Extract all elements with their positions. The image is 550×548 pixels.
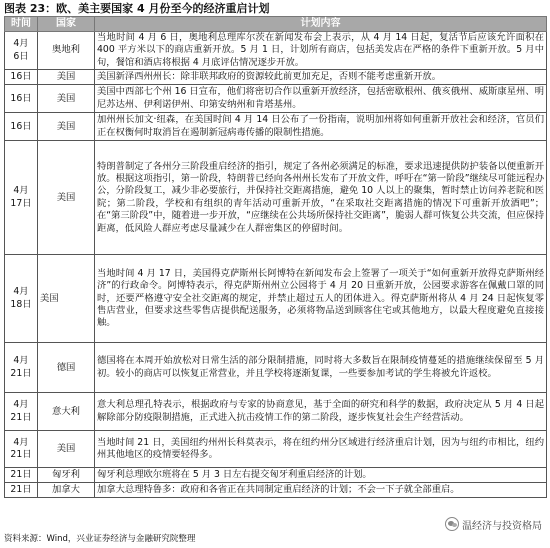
row-content: 当地时间 4 月 17 日，美国得克萨斯州长阿博特在新闻发布会上签署了一项关于“如何重新开放得克萨斯州经济”的行政命令。阿博特表示，得克萨斯州州立公园将于 4 月 20 日重新开放，公园要求游客在佩戴口罩的同时，还要严格遵守安全社交距离的规定，并禁止超过五人的团体进入。得克萨斯州将从 4 月 24 日起恢复零售店营业，但要求这些零售店提供配送服务，必须将物品送到顾客住宅或其他地方，以最大程度避免直接接触。: [95, 255, 547, 343]
row-date: 21日: [5, 483, 38, 498]
row-date: 4月 21日: [5, 393, 38, 431]
source-note: 资料来源：Wind，兴业证券经济与金融研究院整理: [4, 534, 196, 544]
row-country: 德国: [38, 343, 95, 393]
row-country: 美国: [38, 113, 95, 141]
table-row: [5, 255, 547, 343]
row-date: 4月 6日: [5, 32, 38, 70]
row-content: 意大利总理孔特表示，根据政府与专家的协商意见，基于全面的研究和科学的数据，政府决定从 5 月 4 日起解除部分防疫限制措施，正式进入抗击疫情工作的第二阶段，逐步恢复社会生产经营活动。: [95, 393, 547, 431]
wechat-watermark: [443, 516, 544, 532]
table-row: [5, 70, 547, 85]
row-content: 加拿大总理特鲁多：政府和各省正在共同制定重启经济的计划；不会一下子就全部重启。: [95, 483, 547, 498]
row-content: 美国中西部七个州 16 日宣布，他们将密切合作以重新开放经济，包括密歇根州、俄亥俄州、威斯康星州、明尼苏达州、伊利诺伊州、印第安纳州和肯塔基州。: [95, 85, 547, 113]
row-date: 16日: [5, 85, 38, 113]
row-country: 美国: [38, 141, 95, 255]
row-date: 4月 21日: [5, 431, 38, 468]
table-row: [5, 85, 547, 113]
table-row: [5, 113, 547, 141]
row-date: 21日: [5, 468, 38, 483]
row-date: 4月 18日: [5, 255, 38, 343]
row-country: 美国: [38, 431, 95, 468]
economic-restart-table: [4, 16, 547, 498]
row-date: 16日: [5, 113, 38, 141]
row-country: 美国: [38, 255, 95, 343]
table-header-row: [5, 17, 547, 32]
row-content: 加州州长加文·纽森，在美国时间 4 月 14 日公布了一份指南，说明加州将如何重新开放社会和经济，官员们正在权衡何时取消旨在遏制新冠病毒传播的限制性措施。: [95, 113, 547, 141]
row-content: 当地时间 21 日，美国纽约州州长科莫表示，将在纽约州分区域进行经济重启计划，因为与纽约市相比，纽约州其他地区的疫情要轻得多。: [95, 431, 547, 468]
row-content: 美国新泽西州州长：除非联邦政府的资源较此前更加充足，否则不能考虑重新开放。: [95, 70, 547, 85]
table-row: [5, 468, 547, 483]
row-content: 德国将在本周开始放松对日常生活的部分限制措施，同时将大多数旨在限制疫情蔓延的措施继续保留至 5 月初。较小的商店可以恢复正常营业，并且学校将逐渐复课，一些要参加考试的学生将被允许返校。: [95, 343, 547, 393]
row-content: 特朗普制定了各州分三阶段重启经济的指引，规定了各州必须满足的标准，要求迅速提供防护装备以便重新开放。根据这项指引，第一阶段，特朗普已经向各州州长发布了开放文件，呼吁在“第一阶段”继续尽可能远程办公，分阶段复工，减少非必要旅行，并保持社交距离措施，避免 10 人以上的聚集，暂时禁止访问养老院和医院；第二阶段，学校和有组织的青年活动可重新开放，“在采取社交距离措施的情况下可重新开放酒吧”；在“第三阶段”中，随着进一步开放，“应继续在公共场所保持社交距离”，脆弱人群可恢复公共交流，但应保持距离，低风险人群应考虑尽量减少在人群密集区的停留时间。: [95, 141, 547, 255]
row-country: 加拿大: [38, 483, 95, 498]
row-content: 当地时间 4 月 6 日，奥地利总理库尔茨在新闻发布会上表示，从 4 月 14 日起，复活节后应该允许面积在 400 平方米以下的商店重新开放。5 月 1 日，计划所有商店，包括美发店在严格的条件下重新开放。5 月中旬，餐馆和酒店将根据 4 月底评估情况逐步开放。: [95, 32, 547, 70]
watermark-text: 温经济与投资格局: [462, 520, 542, 532]
table-row: [5, 343, 547, 393]
header-time: 时间: [5, 17, 38, 32]
table-row: [5, 431, 547, 468]
wechat-icon: [445, 517, 459, 531]
row-country: 奥地利: [38, 32, 95, 70]
row-content: 匈牙利总理欧尔班将在 5 月 3 日左右提交匈牙利重启经济的计划。: [95, 468, 547, 483]
table-title: 图表 23：欧、美主要国家 4 月份至今的经济重启计划: [4, 2, 270, 15]
table-row: [5, 483, 547, 498]
row-date: 16日: [5, 70, 38, 85]
table-row: [5, 141, 547, 255]
row-country: 匈牙利: [38, 468, 95, 483]
row-date: 4月 17日: [5, 141, 38, 255]
header-country: 国家: [38, 17, 95, 32]
row-date: 4月 21日: [5, 343, 38, 393]
header-plan: 计划内容: [95, 17, 547, 32]
table-row: [5, 32, 547, 70]
row-country: 美国: [38, 70, 95, 85]
row-country: 美国: [38, 85, 95, 113]
table-row: [5, 393, 547, 431]
row-country: 意大利: [38, 393, 95, 431]
